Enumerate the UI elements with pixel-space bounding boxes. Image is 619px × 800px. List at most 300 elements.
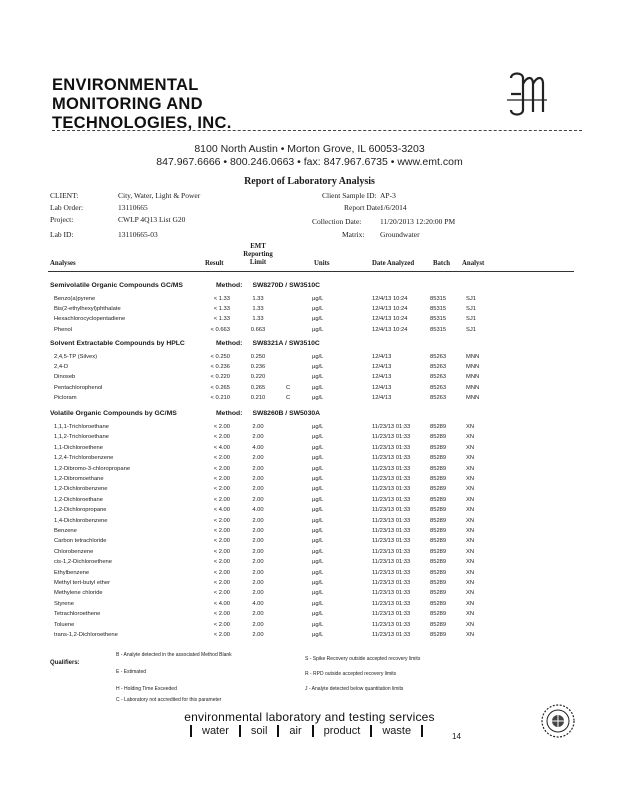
footer-tagline: environmental laboratory and testing services (184, 710, 435, 724)
qualifier-code: C (286, 384, 291, 391)
table-row (0, 559, 619, 569)
units-value: µg/L (312, 538, 324, 545)
date-analyzed: 11/23/13 01:33 (372, 569, 411, 576)
date-analyzed: 11/23/13 01:33 (372, 455, 411, 462)
table-row (0, 445, 619, 455)
reporting-limit: 0.220 (250, 374, 266, 381)
method-value: SW8321A / SW3510C (252, 340, 320, 347)
units-value: µg/L (312, 465, 324, 472)
result-value: < 2.00 (213, 465, 230, 472)
analyst-code: SJ1 (466, 316, 476, 323)
collection-date-label: Collection Date: (312, 217, 362, 226)
reporting-limit: 0.250 (250, 354, 266, 360)
reporting-limit: 0.210 (250, 394, 266, 401)
batch-number: 85289 (430, 621, 447, 628)
batch-number: 85289 (430, 538, 447, 545)
column-limit-line2: Reporting (243, 251, 273, 258)
reporting-limit: 1.33 (252, 306, 264, 313)
batch-number: 85315 (430, 296, 447, 302)
analyst-code: XN (466, 611, 475, 618)
result-value: < 2.00 (213, 590, 230, 597)
reporting-limit: 2.00 (252, 621, 264, 628)
date-analyzed: 11/23/13 01:33 (372, 507, 411, 514)
analyst-code: XN (466, 496, 475, 503)
result-value: < 2.00 (213, 486, 230, 493)
result-value: < 0.236 (210, 364, 230, 371)
batch-number: 85263 (430, 364, 447, 371)
units-value: µg/L (312, 528, 324, 534)
analyte-name: 1,2-Dibromoethane (54, 476, 104, 482)
analyst-code: XN (466, 559, 475, 566)
result-value: < 1.33 (213, 296, 230, 302)
batch-number: 85289 (430, 496, 447, 503)
method-label: Method: (216, 282, 243, 289)
result-value: < 2.00 (213, 517, 230, 524)
analyte-name: Methyl tert-butyl ether (54, 580, 111, 586)
batch-number: 85289 (430, 580, 447, 586)
table-row (0, 434, 619, 444)
analyst-code: XN (466, 580, 475, 586)
footer-service: waste (382, 725, 412, 737)
table-row (0, 424, 619, 434)
table-row (0, 538, 619, 548)
date-analyzed: 11/23/13 01:33 (372, 486, 411, 493)
analyst-code: SJ1 (466, 296, 476, 302)
analyst-code: SJ1 (466, 306, 476, 313)
table-row (0, 507, 619, 517)
analyst-code: XN (466, 465, 475, 472)
units-value: µg/L (312, 569, 324, 576)
column-analyst: Analyst (462, 260, 485, 267)
analyte-name: Phenol (54, 326, 73, 333)
units-value: µg/L (312, 507, 324, 514)
analyte-name: Methylene chloride (54, 590, 103, 597)
batch-number: 85263 (430, 354, 447, 360)
analyte-name: 2,4-D (54, 364, 69, 371)
table-row (0, 590, 619, 600)
analyte-name: 1,2-Dibromo-3-chloropropane (54, 465, 131, 472)
section-title: Semivolatile Organic Compounds GC/MS (50, 282, 183, 289)
batch-number: 85289 (430, 434, 447, 441)
analyst-code: XN (466, 632, 475, 638)
units-value: µg/L (312, 517, 324, 524)
result-value: < 2.00 (213, 548, 230, 555)
result-value: < 0.250 (210, 354, 230, 360)
analyte-name: Hexachlorocyclopentadiene (54, 316, 126, 323)
analyst-code: XN (466, 507, 475, 514)
table-row (0, 611, 619, 621)
result-value: < 1.33 (213, 306, 230, 313)
analyst-code: XN (466, 538, 475, 545)
analyst-code: MNN (466, 364, 480, 371)
section-method (216, 282, 320, 289)
section-title: Solvent Extractable Compounds by HPLC (50, 340, 185, 347)
date-analyzed: 12/4/13 (372, 394, 392, 401)
batch-number: 85289 (430, 455, 447, 462)
section-title: Volatile Organic Compounds by GC/MS (50, 410, 177, 417)
table-row (0, 549, 619, 559)
table-row (0, 528, 619, 538)
reporting-limit: 2.00 (252, 424, 264, 430)
result-value: < 2.00 (213, 611, 230, 618)
reporting-limit: 2.00 (252, 486, 264, 493)
analyte-name: 1,4-Dichlorobenzene (54, 517, 108, 524)
result-value: < 2.00 (213, 528, 230, 534)
table-row (0, 364, 619, 374)
company-name-line3: TECHNOLOGIES, INC. (52, 114, 232, 132)
method-label: Method: (216, 410, 243, 417)
date-analyzed: 11/23/13 01:33 (372, 465, 411, 472)
units-value: µg/L (312, 455, 324, 462)
date-analyzed: 11/23/13 01:33 (372, 528, 411, 534)
collection-date-value: 11/20/2013 12:20:00 PM (380, 217, 456, 226)
result-value: < 2.00 (213, 434, 230, 441)
column-units: Units (314, 260, 330, 267)
batch-number: 85289 (430, 465, 447, 472)
qualifier-h: H - Holding Time Exceeded (116, 686, 177, 692)
column-analyses: Analyses (50, 260, 76, 267)
reporting-limit: 2.00 (252, 538, 264, 545)
analyst-code: MNN (466, 394, 480, 401)
reporting-limit: 0.663 (250, 326, 266, 333)
batch-number: 85289 (430, 424, 447, 430)
analyte-name: Ethylbenzene (54, 569, 90, 576)
date-analyzed: 12/4/13 10:24 (372, 296, 408, 302)
date-analyzed: 11/23/13 01:33 (372, 611, 411, 618)
units-value: µg/L (312, 600, 324, 607)
batch-number: 85289 (430, 486, 447, 493)
table-row (0, 374, 619, 384)
date-analyzed: 11/23/13 01:33 (372, 621, 411, 628)
qualifier-j: J - Analyte detected below quantitation limits (305, 686, 404, 692)
analyst-code: MNN (466, 384, 480, 391)
result-value: < 0.210 (210, 394, 230, 401)
units-value: µg/L (312, 316, 324, 323)
footer-service: product (323, 725, 361, 737)
batch-number: 85263 (430, 394, 447, 401)
reporting-limit: 2.00 (252, 465, 264, 472)
batch-number: 85263 (430, 374, 447, 381)
qualifier-r: R - RPD outside accepted recovery limits (305, 671, 397, 677)
client-sample-id-value: AP-3 (380, 191, 396, 200)
table-row (0, 354, 619, 364)
reporting-limit: 2.00 (252, 611, 264, 618)
analyte-name: Benzene (54, 528, 77, 534)
report-date-value: 1/6/2014 (380, 203, 407, 212)
reporting-limit: 4.00 (252, 600, 264, 607)
date-analyzed: 11/23/13 01:33 (372, 590, 411, 597)
reporting-limit: 2.00 (252, 455, 264, 462)
column-batch: Batch (433, 260, 450, 267)
column-limit-line3: Limit (249, 259, 267, 266)
analyst-code: XN (466, 528, 475, 534)
client-label: CLIENT: (50, 191, 79, 200)
batch-number: 85315 (430, 316, 447, 323)
batch-number: 85289 (430, 528, 447, 534)
reporting-limit: 1.33 (252, 316, 264, 323)
result-value: < 4.00 (213, 600, 230, 607)
result-value: < 2.00 (213, 424, 230, 430)
analyte-name: Benzo(a)pyrene (54, 296, 96, 302)
analyst-code: XN (466, 621, 475, 628)
matrix-label: Matrix: (342, 230, 365, 239)
company-name-line1: ENVIRONMENTAL (52, 76, 199, 94)
units-value: µg/L (312, 580, 324, 586)
table-row (0, 632, 619, 642)
lab-order-label: Lab Order: (50, 203, 84, 212)
project-label: Project: (50, 215, 74, 224)
units-value: µg/L (312, 306, 324, 313)
analyte-name: 1,2-Dichlorobenzene (54, 486, 108, 493)
units-value: µg/L (312, 559, 324, 566)
reporting-limit: 2.00 (252, 434, 264, 441)
batch-number: 85289 (430, 507, 447, 514)
section-method (216, 340, 320, 347)
project-value: CWLP 4Q13 List G20 (118, 215, 186, 224)
footer-service: soil (250, 725, 268, 737)
units-value: µg/L (312, 621, 324, 628)
report-title: Report of Laboratory Analysis (244, 176, 375, 187)
batch-number: 85315 (430, 326, 447, 333)
table-header-rule (48, 271, 574, 272)
reporting-limit: 2.00 (252, 548, 264, 555)
analyte-name: 1,2,4-Trichlorobenzene (54, 455, 114, 462)
reporting-limit: 0.236 (250, 364, 266, 371)
analyte-name: Picloram (54, 394, 77, 401)
analyte-name: Chlorobenzene (54, 548, 94, 555)
analyst-code: XN (466, 444, 475, 451)
units-value: µg/L (312, 394, 324, 401)
batch-number: 85289 (430, 559, 447, 566)
reporting-limit: 2.00 (252, 496, 264, 503)
date-analyzed: 12/4/13 (372, 364, 392, 371)
report-date-label: Report Date: (344, 203, 383, 212)
batch-number: 85289 (430, 611, 447, 618)
result-value: < 2.00 (213, 538, 230, 545)
analyst-code: XN (466, 424, 475, 430)
units-value: µg/L (312, 611, 324, 618)
table-row (0, 486, 619, 496)
qualifier-code: C (286, 394, 291, 401)
table-row (0, 327, 619, 337)
reporting-limit: 2.00 (252, 580, 264, 586)
reporting-limit: 2.00 (252, 476, 264, 482)
analyst-code: XN (466, 569, 475, 576)
reporting-limit: 2.00 (252, 559, 264, 566)
date-analyzed: 12/4/13 10:24 (372, 306, 408, 313)
company-address: 8100 North Austin • Morton Grove, IL 60053-3203 (194, 143, 425, 155)
analyst-code: XN (466, 434, 475, 441)
page-number: 14 (452, 732, 461, 741)
table-row (0, 497, 619, 507)
batch-number: 85263 (430, 384, 447, 391)
table-row (0, 296, 619, 306)
section-method (216, 410, 320, 417)
analyte-name: Toluene (54, 621, 75, 628)
table-row (0, 385, 619, 395)
analyte-name: Styrene (54, 600, 74, 607)
table-row (0, 455, 619, 465)
analyte-name: Pentachlorophenol (54, 384, 103, 391)
date-analyzed: 11/23/13 01:33 (372, 434, 411, 441)
analyte-name: 1,2-Dichloropropane (54, 507, 107, 514)
batch-number: 85289 (430, 517, 447, 524)
batch-number: 85289 (430, 476, 447, 482)
analyst-code: XN (466, 600, 475, 607)
result-value: < 2.00 (213, 632, 230, 638)
table-row (0, 570, 619, 580)
analyte-name: 1,1,1-Trichloroethane (54, 424, 109, 430)
units-value: µg/L (312, 444, 324, 451)
units-value: µg/L (312, 548, 324, 555)
date-analyzed: 12/4/13 (372, 374, 392, 381)
table-row (0, 622, 619, 632)
analyst-code: XN (466, 476, 475, 482)
qualifier-e: E - Estimated (116, 669, 147, 675)
date-analyzed: 11/23/13 01:33 (372, 517, 411, 524)
result-value: < 2.00 (213, 580, 230, 586)
units-value: µg/L (312, 424, 324, 430)
date-analyzed: 11/23/13 01:33 (372, 538, 411, 545)
date-analyzed: 11/23/13 01:33 (372, 600, 411, 607)
lab-id-label: Lab ID: (50, 230, 74, 239)
column-limit (238, 243, 278, 267)
company-name (52, 76, 232, 133)
date-analyzed: 11/23/13 01:33 (372, 496, 411, 503)
date-analyzed: 12/4/13 (372, 384, 392, 391)
table-row (0, 316, 619, 326)
footer-divider (421, 725, 423, 737)
analyte-name: 1,1-Dichloroethene (54, 444, 103, 451)
analyte-name: Tetrachloroethene (54, 611, 101, 618)
footer-service: air (289, 725, 302, 737)
reporting-limit: 4.00 (252, 507, 264, 514)
units-value: µg/L (312, 590, 324, 597)
batch-number: 85289 (430, 444, 447, 451)
qualifiers-label: Qualifiers: (50, 660, 80, 666)
analyte-name: 1,2-Dichloroethane (54, 496, 103, 503)
table-row (0, 466, 619, 476)
qualifier-s: S - Spike Recovery outside accepted recovery limits (305, 656, 421, 662)
reporting-limit: 2.00 (252, 517, 264, 524)
result-value: < 1.33 (213, 316, 230, 323)
date-analyzed: 11/23/13 01:33 (372, 559, 411, 566)
company-name-line2: MONITORING AND (52, 95, 203, 113)
result-value: < 2.00 (213, 559, 230, 566)
emt-logo-icon (505, 70, 549, 118)
analyte-name: Carbon tetrachloride (54, 538, 107, 545)
analyst-code: XN (466, 590, 475, 597)
table-row (0, 395, 619, 405)
units-value: µg/L (312, 434, 324, 441)
analyst-code: MNN (466, 354, 480, 360)
date-analyzed: 12/4/13 10:24 (372, 316, 408, 323)
table-row (0, 476, 619, 486)
analyte-name: cis-1,2-Dichloroethene (54, 559, 112, 566)
analyst-code: XN (466, 548, 475, 555)
column-limit-line1: EMT (250, 243, 266, 250)
column-date-analyzed: Date Analyzed (372, 260, 415, 267)
batch-number: 85289 (430, 590, 447, 597)
reporting-limit: 2.00 (252, 528, 264, 534)
batch-number: 85289 (430, 600, 447, 607)
units-value: µg/L (312, 354, 324, 360)
units-value: µg/L (312, 296, 324, 302)
table-row (0, 306, 619, 316)
result-value: < 2.00 (213, 476, 230, 482)
table-row (0, 601, 619, 611)
analyte-name: Dinoseb (54, 374, 76, 381)
method-value: SW8270D / SW3510C (252, 282, 321, 289)
result-value: < 4.00 (213, 507, 230, 514)
reporting-limit: 2.00 (252, 590, 264, 597)
batch-number: 85289 (430, 569, 447, 576)
batch-number: 85315 (430, 306, 447, 313)
matrix-value: Groundwater (380, 230, 420, 239)
analyst-code: SJ1 (466, 326, 476, 333)
date-analyzed: 12/4/13 10:24 (372, 326, 408, 333)
analyte-name: trans-1,2-Dichloroethene (54, 632, 118, 638)
units-value: µg/L (312, 374, 324, 381)
analyst-code: MNN (466, 374, 480, 381)
lab-order-value: 13110665 (118, 203, 148, 212)
units-value: µg/L (312, 326, 324, 333)
date-analyzed: 11/23/13 01:33 (372, 424, 411, 430)
company-contact: 847.967.6666 • 800.246.0663 • fax: 847.967.6735 • www.emt.com (156, 156, 463, 168)
reporting-limit: 4.00 (252, 444, 264, 451)
result-value: < 0.663 (210, 326, 230, 333)
header-divider (52, 130, 582, 131)
result-value: < 4.00 (213, 444, 230, 451)
analyte-name: Bis(2-ethylhexyl)phthalate (54, 306, 121, 313)
result-value: < 0.265 (210, 384, 230, 391)
table-row (0, 518, 619, 528)
reporting-limit: 1.33 (252, 296, 264, 302)
accreditation-seal-icon (540, 703, 576, 739)
units-value: µg/L (312, 364, 324, 371)
analyte-name: 1,1,2-Trichloroethane (54, 434, 109, 441)
units-value: µg/L (312, 632, 324, 638)
result-value: < 0.220 (210, 374, 230, 381)
result-value: < 2.00 (213, 569, 230, 576)
units-value: µg/L (312, 476, 324, 482)
date-analyzed: 11/23/13 01:33 (372, 632, 411, 638)
footer-service: water (202, 725, 229, 737)
units-value: µg/L (312, 486, 324, 493)
table-row (0, 580, 619, 590)
date-analyzed: 11/23/13 01:33 (372, 580, 411, 586)
column-result: Result (205, 260, 224, 267)
analyst-code: XN (466, 455, 475, 462)
date-analyzed: 11/23/13 01:33 (372, 476, 411, 482)
qualifier-b: B - Analyte detected in the associated Method Blank (116, 652, 232, 658)
reporting-limit: 2.00 (252, 569, 264, 576)
qualifier-c: C - Laboratory not accredited for this parameter (116, 697, 222, 703)
method-label: Method: (216, 340, 243, 347)
client-value: City, Water, Light & Power (118, 191, 201, 200)
client-sample-id-label: Client Sample ID: (322, 191, 377, 200)
analyte-name: 2,4,5-TP (Silvex) (54, 354, 98, 360)
units-value: µg/L (312, 384, 324, 391)
analyst-code: XN (466, 517, 475, 524)
date-analyzed: 11/23/13 01:33 (372, 444, 411, 451)
result-value: < 2.00 (213, 455, 230, 462)
result-value: < 2.00 (213, 621, 230, 628)
date-analyzed: 12/4/13 (372, 354, 392, 360)
reporting-limit: 0.265 (250, 384, 266, 391)
units-value: µg/L (312, 496, 324, 503)
date-analyzed: 11/23/13 01:33 (372, 548, 411, 555)
